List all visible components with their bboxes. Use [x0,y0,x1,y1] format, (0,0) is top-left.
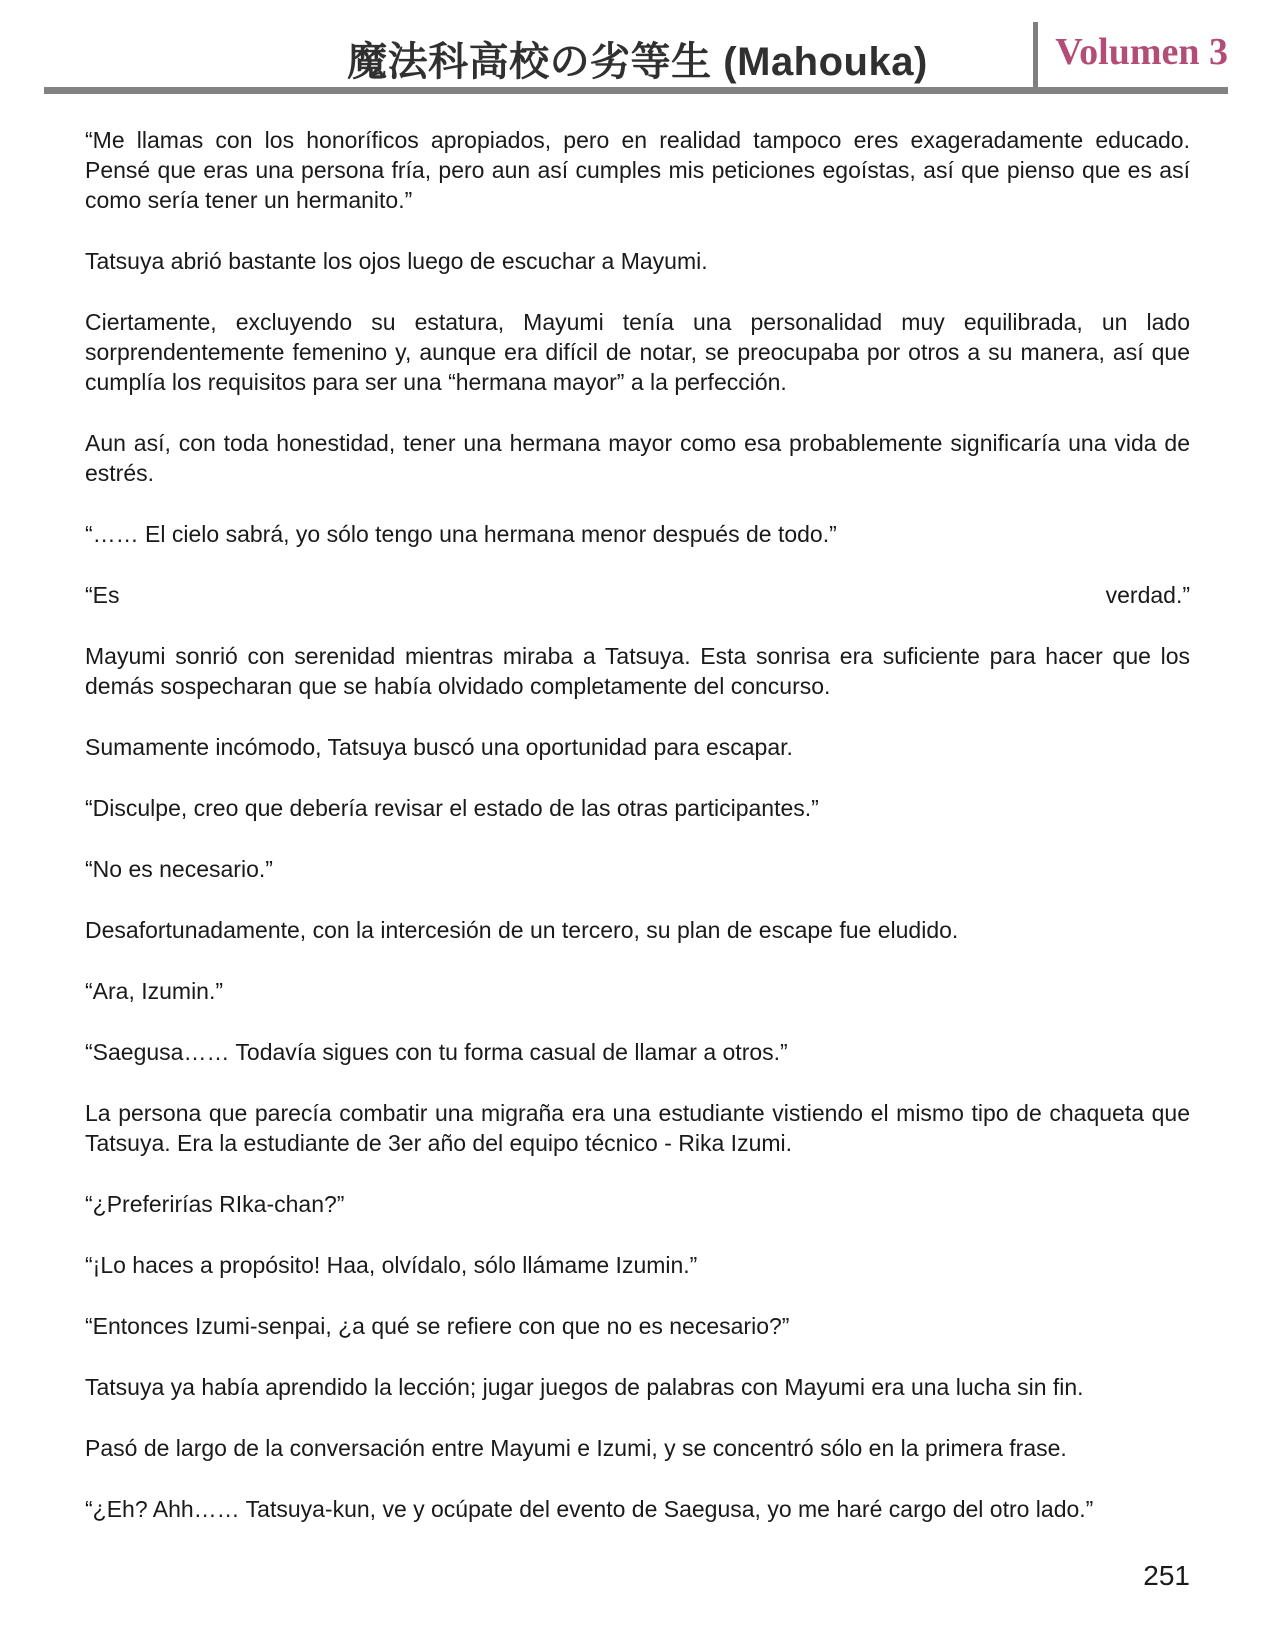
split-right-text: verdad.” [1105,582,1190,608]
paragraph-justified-split [85,580,1190,610]
page-number: 251 [1143,1560,1190,1591]
paragraph: Mayumi sonrió con serenidad mientras miraba a Tatsuya. Esta sonrisa era suficiente para hacer que los demás sospecharan que se había olvidado completamente del concurso. [85,643,1190,699]
paragraph: “No es necesario.” [85,856,273,882]
paragraph: Ciertamente, excluyendo su estatura, Mayumi tenía una personalidad muy equilibrada, un lado sorprendentemente femenino y, aunque era difícil de notar, se preocupaba por otros a su manera, así que cumplía los requisitos para ser una “hermana mayor” a la perfección. [85,309,1190,395]
page-header [0,0,1275,94]
paragraph: “Me llamas con los honoríficos apropiados, pero en realidad tampoco eres exageradamente educado. Pensé que eras una persona fría, pero aun así cumples mis peticiones egoístas, así que pienso que es así como sería tener un hermanito.” [85,127,1190,213]
paragraph: Tatsuya ya había aprendido la lección; jugar juegos de palabras con Mayumi era una lucha sin fin. [85,1374,1084,1400]
paragraph: “Disculpe, creo que debería revisar el estado de las otras participantes.” [85,795,819,821]
paragraph: Sumamente incómodo, Tatsuya buscó una oportunidad para escapar. [85,734,793,760]
paragraph: Desafortunadamente, con la intercesión de un tercero, su plan de escape fue eludido. [85,917,959,943]
paragraph: La persona que parecía combatir una migraña era una estudiante vistiendo el mismo tipo de chaqueta que Tatsuya. Era la estudiante de 3er año del equipo técnico - Rika Izumi. [85,1100,1190,1156]
paragraph: Pasó de largo de la conversación entre Mayumi e Izumi, y se concentró sólo en la primera frase. [85,1435,1067,1461]
paragraph: “¡Lo haces a propósito! Haa, olvídalo, sólo llámame Izumin.” [85,1252,698,1278]
volume-label: Volumen 3 [1055,31,1228,73]
paragraph: “Ara, Izumin.” [85,978,224,1004]
paragraph: “¿Eh? Ahh…… Tatsuya-kun, ve y ocúpate del evento de Saegusa, yo me haré cargo del otro lado.” [85,1496,1094,1522]
page-body [85,125,1190,1524]
document-title: 魔法科高校の劣等生 (Mahouka) [347,40,928,84]
paragraph: “Saegusa…… Todavía sigues con tu forma casual de llamar a otros.” [85,1039,788,1065]
header-divider [1033,22,1038,87]
volume-group [1033,22,1228,87]
paragraph: “…… El cielo sabrá, yo sólo tengo una hermana menor después de todo.” [85,521,837,547]
paragraph: Tatsuya abrió bastante los ojos luego de escuchar a Mayumi. [85,248,708,274]
paragraph: “¿Preferirías RIka-chan?” [85,1191,345,1217]
paragraph: Aun así, con toda honestidad, tener una hermana mayor como esa probablemente significaría una vida de estrés. [85,430,1190,486]
header-row [0,0,1275,87]
split-left-text: “Es [85,582,120,608]
paragraph: “Entonces Izumi-senpai, ¿a qué se refiere con que no es necesario?” [85,1313,790,1339]
header-rule [44,87,1228,94]
